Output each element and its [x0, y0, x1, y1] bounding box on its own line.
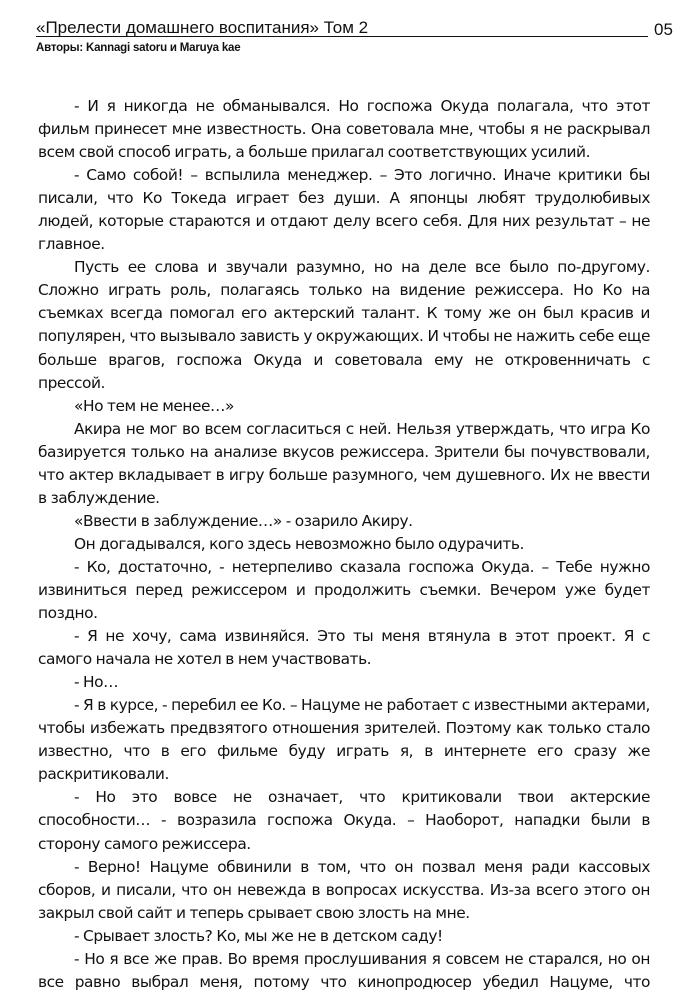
paragraph: - Я не хочу, сама извиняйся. Это ты меня втянула в этот проект. Я с самого начала не хотел в нем участвовать. — [38, 627, 650, 669]
paragraph: Он догадывался, кого здесь невозможно было одурачить. — [74, 534, 524, 553]
page-number: 05 — [654, 20, 673, 39]
authors-line: Авторы: Kannagi satoru и Maruya kae — [36, 42, 241, 54]
book-title: «Прелести домашнего воспитания» Том 2 — [36, 18, 369, 37]
body-text — [38, 95, 650, 994]
paragraph: - И я никогда не обманывался. Но госпожа Окуда полагала, что этот фильм принесет мне известность. Она советовала мне, чтобы я не раскрывал всем свой способ играть, а больше прилагал соответствующих усилий. — [38, 97, 650, 162]
paragraph: - Но я все же прав. Во время прослушивания я совсем не старался, но он все равно выбрал меня, потому что кинопродюсер убедил Нацуме, что — [38, 949, 650, 991]
paragraph: Акира не мог во всем согласиться с ней. Нельзя утверждать, что игра Ко базируется только на анализе вкусов режиссера. Зрители бы почувствовали, что актер вкладывает в игру больше разумного, чем душевного. Их не ввести в заблуждение. — [38, 419, 650, 507]
paragraph: - Ко, достаточно, - нетерпеливо сказала госпожа Окуда. – Тебе нужно извиниться перед режиссером и продолжить съемки. Вечером уже будет поздно. — [38, 557, 650, 623]
paragraph: - Верно! Нацуме обвинили в том, что он позвал меня ради кассовых сборов, и писали, что он невежда в вопросах искусства. Из-за всего этого он закрыл свой сайт и теперь срывает свою злость на мне. — [38, 857, 650, 922]
paragraph: - Я в курсе, - перебил ее Ко. – Нацуме не работает с известными актерами, чтобы избежать предвзятого отношения зрителей. Поэтому как только стало известно, что в его фильме буду играть я, в интернете его сразу же раскритиковали. — [38, 696, 650, 784]
header-rule — [36, 36, 648, 37]
page-header — [36, 18, 648, 55]
paragraph: - Но… — [74, 673, 119, 692]
paragraph: Пусть ее слова и звучали разумно, но на деле все было по-другому. Сложно играть роль, полагаясь только на видение режиссера. Но Ко на съемках всегда помогал его актерский талант. К тому же он был красив и популярен, что вызывало зависть у окружающих. И чтобы не нажить себе еще больше врагов, госпожа Окуда и советовала ему не откровенничать с прессой. — [38, 258, 650, 392]
paragraph: - Само собой! – вспылила менеджер. – Это логично. Иначе критики бы писали, что Ко Токеда играет без души. А японцы любят трудолюбивых людей, которые стараются и отдают делу всего себя. Для них результат – не главное. — [38, 166, 650, 254]
paragraph: «Ввести в заблуждение…» - озарило Акиру. — [74, 511, 413, 530]
paragraph: - Срывает злость? Ко, мы же не в детском саду! — [74, 926, 443, 945]
paragraph: - Но это вовсе не означает, что критиковали твои актерские способности… - возразила госпожа Окуда. – Наоборот, нападки были в сторону самого режиссера. — [38, 788, 650, 853]
paragraph: «Но тем не менее…» — [74, 396, 234, 415]
